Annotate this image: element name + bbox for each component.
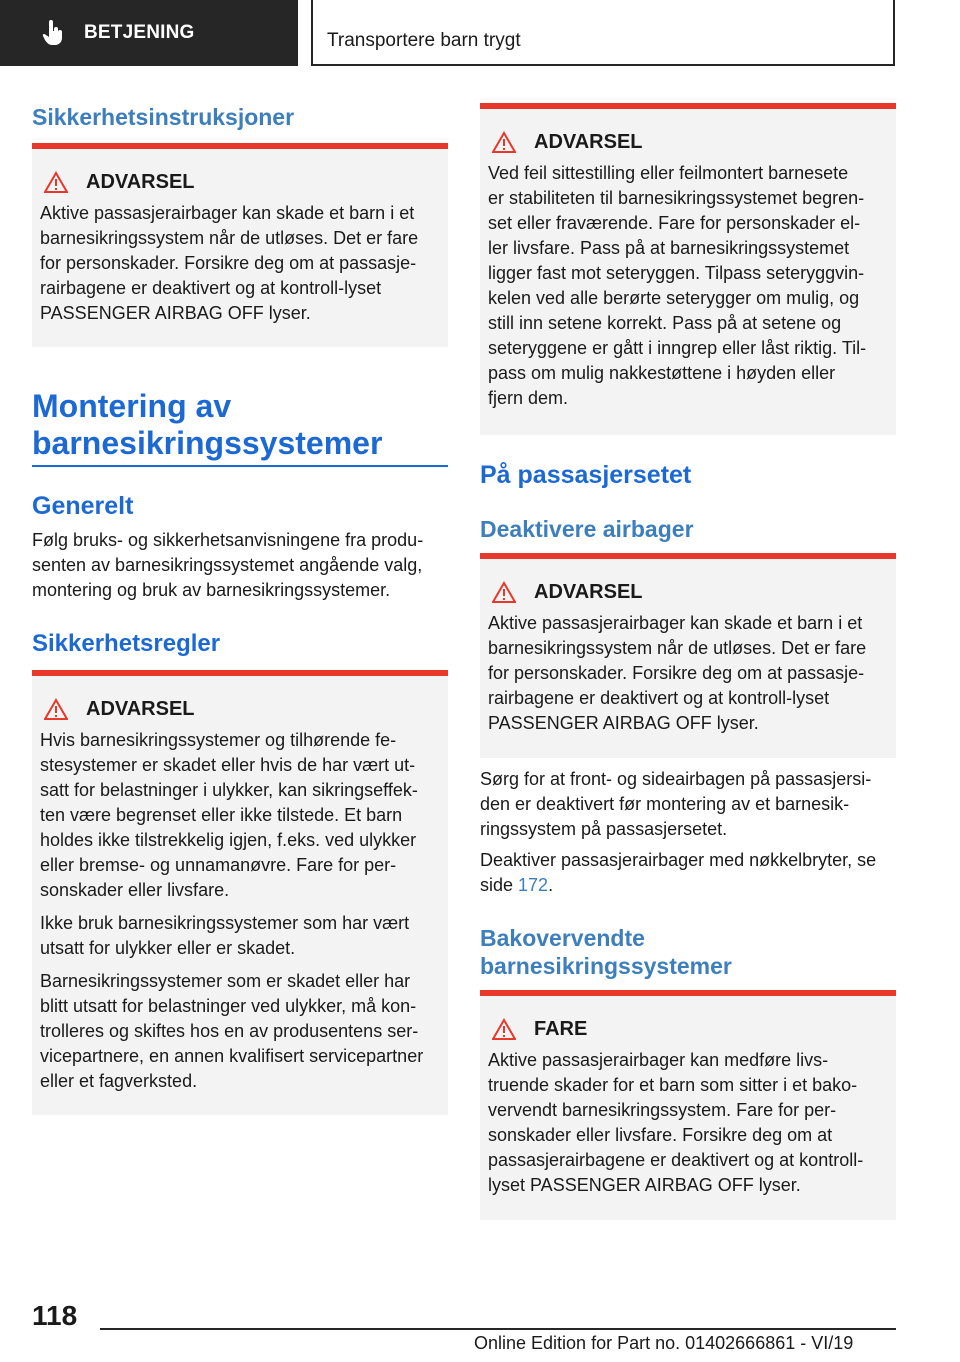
warning-box bbox=[480, 103, 896, 435]
warning-text: Aktive passasjerairbager kan skade et barn i et barnesikringssystem når de utløses. Det er fare for personskader. Forsikre deg om at passasje- rairbagene er deaktivert og at kontroll-lyset PASSENGER AIRBAG OFF lyser. bbox=[488, 613, 867, 733]
warning-box bbox=[480, 553, 896, 758]
warning-text: Ikke bruk barnesikringssystemer som har vært utsatt for ulykker eller er skadet. bbox=[40, 913, 410, 958]
footer-rule bbox=[100, 1328, 896, 1330]
warning-label: ADVARSEL bbox=[534, 580, 643, 603]
warning-triangle-icon bbox=[44, 698, 68, 720]
chapter-tab bbox=[311, 0, 895, 66]
danger-box bbox=[480, 990, 896, 1220]
general-text: Følg bruks- og sikkerhetsanvisningene fra produ- senten av barnesikringssystemet angående valg, montering og bruk av barnesikringssystemer. bbox=[32, 530, 424, 600]
warning-label: ADVARSEL bbox=[86, 170, 195, 193]
hand-pointer-icon bbox=[42, 20, 64, 46]
warning-triangle-icon bbox=[492, 1018, 516, 1040]
warning-box bbox=[32, 143, 448, 347]
heading-safety-rules: Sikkerhetsregler bbox=[32, 630, 221, 657]
warning-text: Ved feil sittestilling eller feilmontert barnesete er stabiliteten til barnesikringssystemet begren- set eller fraværende. Fare for personskader el- ler livsfare. Pass på at barnesikringssystemet ligger fast mot seteryggen. Tilpass seteryggvin- kelen ved alle berørte seterygger om mulig, og still inn setene korrekt. Pass på at setene og seteryggene er gått i inngrep eller låst riktig. Til- pass om mulig nakkestøttene i høyden eller fjern dem. bbox=[488, 163, 867, 408]
edition-text: Online Edition for Part no. 01402666861 - VI/19 bbox=[474, 1333, 854, 1353]
heading-mounting: Montering av barnesikringssystemer bbox=[32, 388, 383, 461]
section-title: BETJENING bbox=[84, 22, 195, 43]
page-reference-link[interactable]: 172 bbox=[518, 875, 549, 895]
warning-triangle-icon bbox=[492, 131, 516, 153]
chapter-title: Transportere barn trygt bbox=[327, 30, 521, 51]
heading-rule bbox=[32, 465, 448, 467]
warning-text: Hvis barnesikringssystemer og tilhørende fe- stesystemer er skadet eller hvis de har vært ut- satt for belastninger i ulykker, kan sikringseffek- ten være begrenset eller ikke tilstede. Et barn holdes ikke tilstrekkelig igjen, f.eks. ved ulykker eller bremse- og unnamanøvre. Fare for per- sonskader eller livsfare. bbox=[40, 730, 418, 900]
danger-label: FARE bbox=[534, 1017, 588, 1040]
heading-rear-facing: Bakovervendte barnesikringssystemer bbox=[480, 925, 732, 979]
warning-label: ADVARSEL bbox=[86, 697, 195, 720]
warning-text: Barnesikringssystemer som er skadet eller har blitt utsatt for belastninger ved ulykker, må kon- trolleres og skiftes hos en av produsentens ser- vicepartnere, en annen kvalifisert servicepartner eller et fagverksted. bbox=[40, 971, 424, 1091]
warning-text: Aktive passasjerairbager kan skade et barn i et barnesikringssystem når de utløses. Det er fare for personskader. Forsikre deg om at passasje- rairbagene er deaktivert og at kontroll-lyset PASSENGER AIRBAG OFF lyser. bbox=[40, 203, 419, 323]
warning-triangle-icon bbox=[492, 581, 516, 603]
warning-triangle-icon bbox=[44, 171, 68, 193]
heading-safety-instructions: Sikkerhetsinstruksjoner bbox=[32, 104, 295, 130]
page-number: 118 bbox=[32, 1300, 78, 1331]
section-tab bbox=[0, 0, 298, 66]
heading-deactivate-airbags: Deaktivere airbager bbox=[480, 516, 694, 542]
body-text: Sørg for at front- og sideairbagen på passasjersi- den er deaktivert før montering av et barnesik- ringssystem på passasjersetet. bbox=[480, 769, 872, 839]
heading-general: Generelt bbox=[32, 492, 134, 520]
body-text: Deaktiver passasjerairbager med nøkkelbryter, se side 172. bbox=[480, 850, 877, 895]
warning-box bbox=[32, 670, 448, 1115]
page-header bbox=[0, 0, 960, 66]
warning-label: ADVARSEL bbox=[534, 130, 643, 153]
danger-text: Aktive passasjerairbager kan medføre livs- truende skader for et barn som sitter i et bako- vervendt barnesikringssystem. Fare for per- sonskader eller livsfare. Forsikre deg om at passasjerairbagene er deaktivert og at kontroll- lyset PASSENGER AIRBAG OFF lyser. bbox=[488, 1050, 864, 1195]
heading-passenger-seat: På passasjersetet bbox=[480, 461, 692, 489]
